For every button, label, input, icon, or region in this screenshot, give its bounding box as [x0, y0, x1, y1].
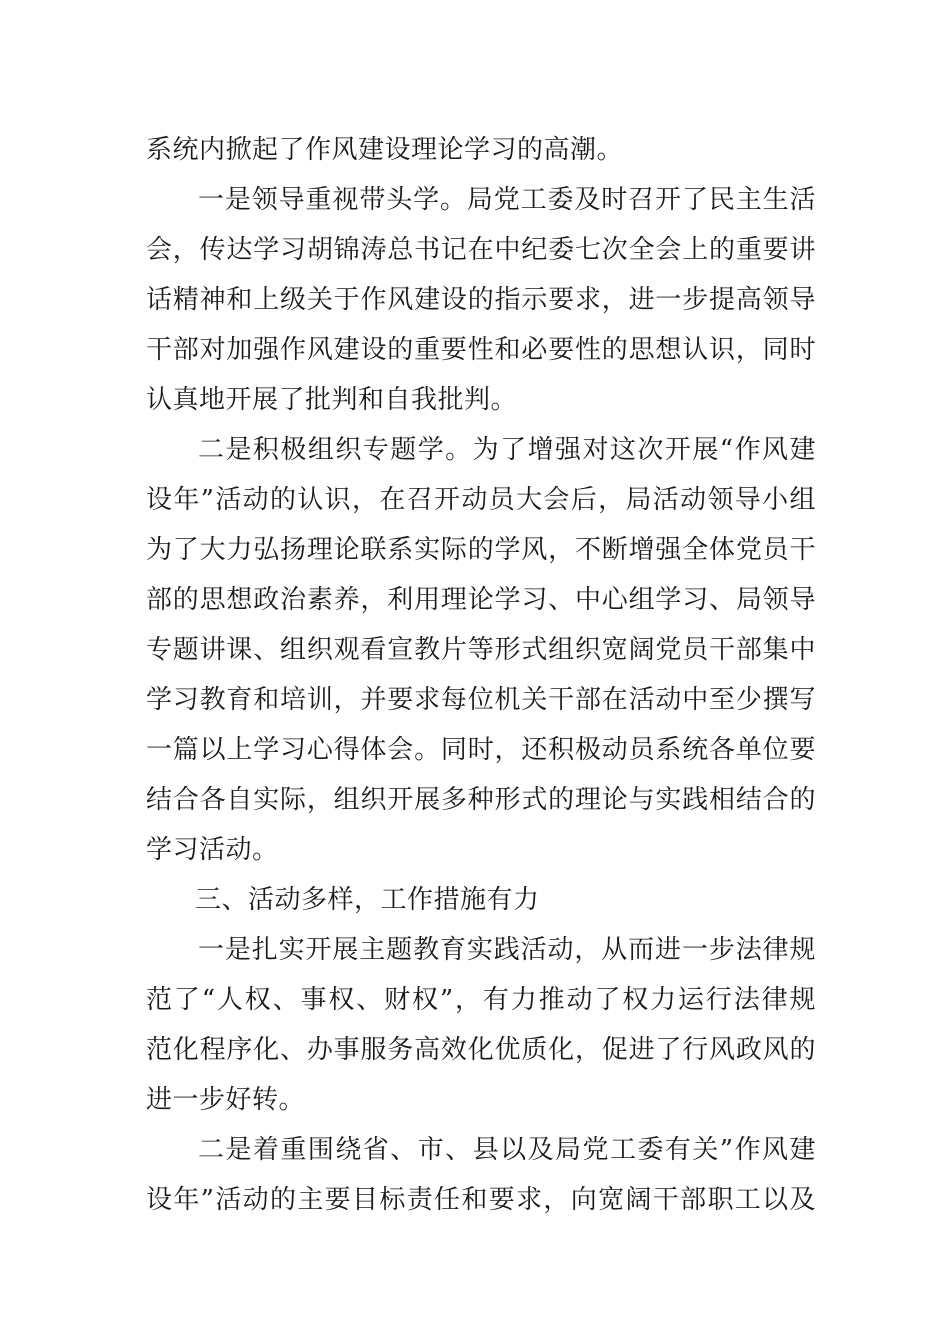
- text-line: 干部对加强作风建设的重要性和必要性的思想认识，同时: [146, 335, 816, 365]
- text-line: 话精神和上级关于作风建设的指示要求，进一步提高领导: [146, 285, 816, 315]
- text-line: 设年”活动的认识，在召开动员大会后，局活动领导小组: [146, 485, 816, 515]
- text-line: 为了大力弘扬理论联系实际的学风，不断增强全体党员干: [146, 535, 816, 565]
- text-line: 专题讲课、组织观看宣教片等形式组织宽阔党员干部集中: [146, 635, 816, 665]
- text-line: 结合各自实际，组织开展多种形式的理论与实践相结合的: [146, 785, 816, 815]
- paragraph-1-start: 一是领导重视带头学。局党工委及时召开了民主生活: [198, 185, 816, 215]
- text-line: 学习活动。: [146, 835, 279, 865]
- text-line: 系统内掀起了作风建设理论学习的高潮。: [146, 135, 624, 165]
- text-line: 部的思想政治素养，利用理论学习、中心组学习、局领导: [146, 585, 816, 615]
- paragraph-3-start: 一是扎实开展主题教育实践活动，从而进一步法律规: [198, 935, 816, 965]
- text-line: 认真地开展了批判和自我批判。: [146, 385, 518, 415]
- text-line: 设年”活动的主要目标责任和要求，向宽阔干部职工以及: [146, 1185, 816, 1215]
- text-line: 范了“人权、事权、财权”，有力推动了权力运行法律规: [146, 985, 816, 1015]
- text-line: 范化程序化、办事服务高效化优质化，促进了行风政风的: [146, 1035, 816, 1065]
- text-line: 学习教育和培训，并要求每位机关干部在活动中至少撰写: [146, 685, 816, 715]
- paragraph-4-start: 二是着重围绕省、市、县以及局党工委有关”作风建: [198, 1135, 816, 1165]
- paragraph-2-start: 二是积极组织专题学。为了增强对这次开展“作风建: [198, 435, 816, 465]
- section-heading: 三、活动多样，工作措施有力: [195, 885, 540, 915]
- text-line: 一篇以上学习心得体会。同时，还积极动员系统各单位要: [146, 735, 816, 765]
- text-line: 进一步好转。: [146, 1085, 306, 1115]
- text-line: 会，传达学习胡锦涛总书记在中纪委七次全会上的重要讲: [146, 235, 816, 265]
